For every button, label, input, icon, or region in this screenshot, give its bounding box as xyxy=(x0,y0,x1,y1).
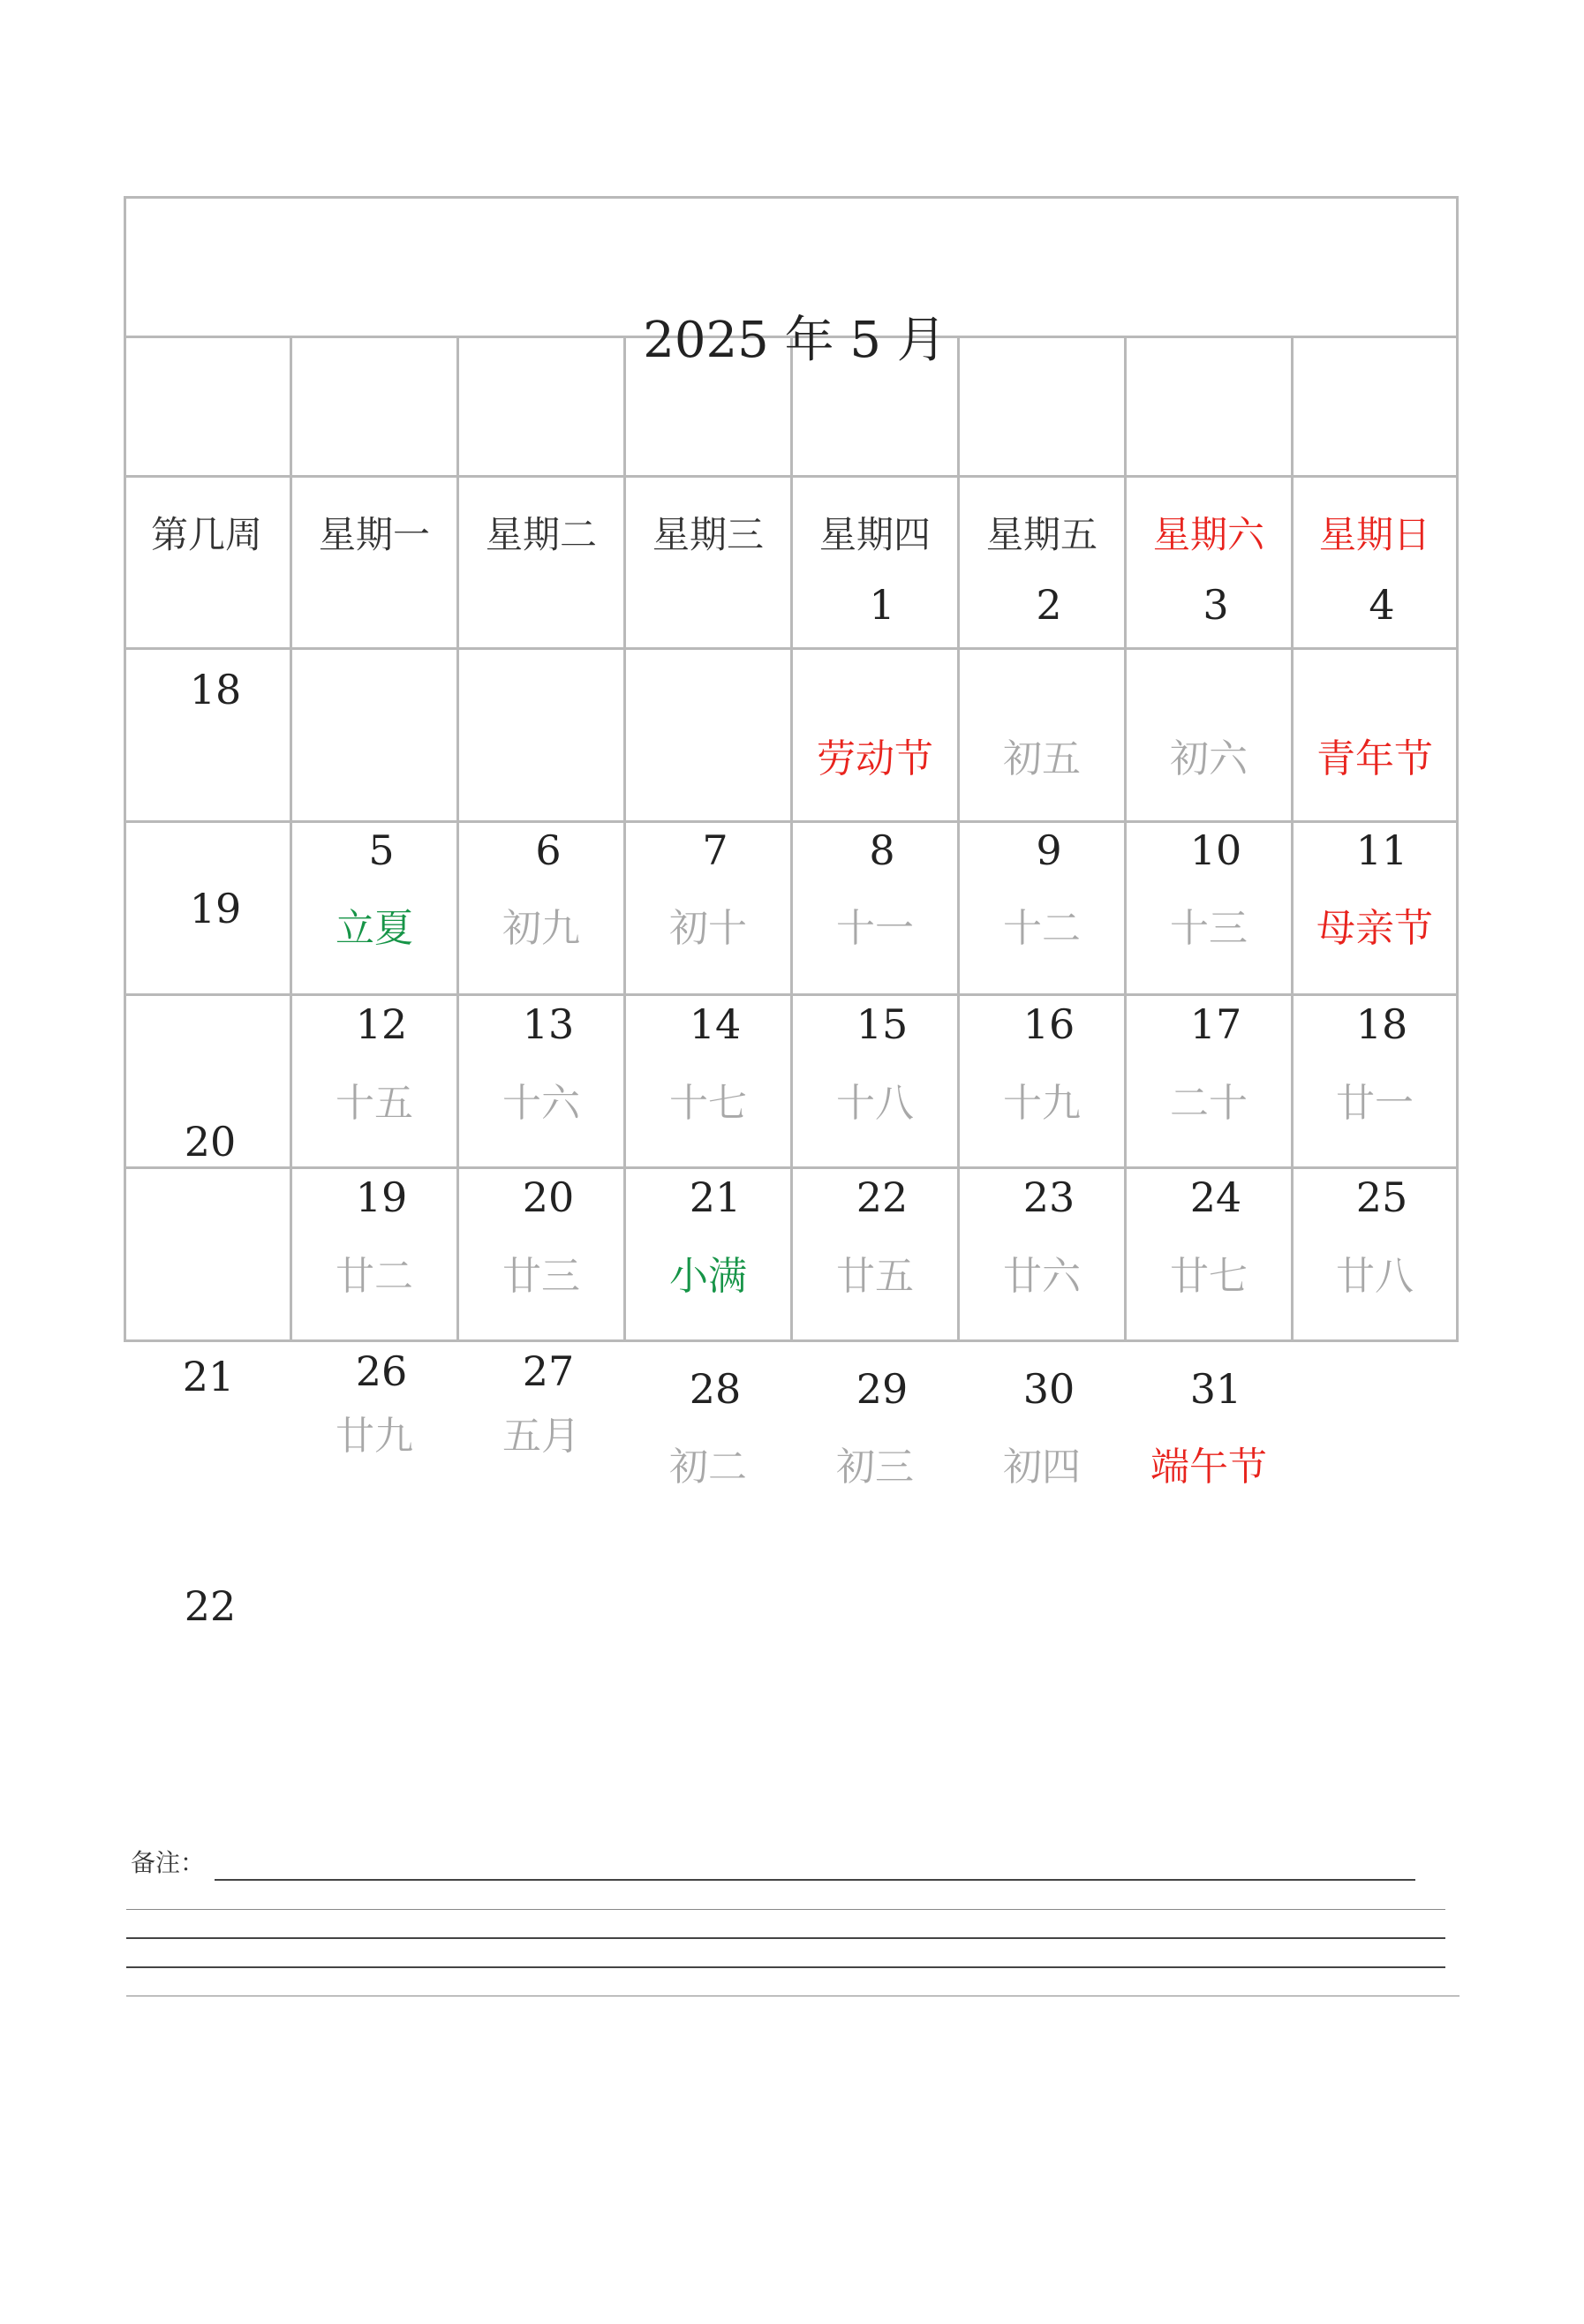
day-number[interactable]: 28 xyxy=(689,1365,742,1413)
day-number[interactable]: 25 xyxy=(1355,1173,1408,1221)
lunar-date-label: 初二 xyxy=(669,1445,747,1490)
day-number[interactable]: 11 xyxy=(1355,826,1408,874)
day-number[interactable]: 22 xyxy=(856,1173,909,1221)
week-number-22: 22 xyxy=(184,1582,237,1630)
day-number[interactable]: 30 xyxy=(1022,1365,1075,1413)
weekday-header-4: 星期四 xyxy=(818,513,932,556)
lunar-date-label: 廿八 xyxy=(1336,1254,1414,1299)
lunar-date-label: 十八 xyxy=(836,1081,914,1126)
lunar-date-label: 初四 xyxy=(1003,1445,1081,1490)
day-number[interactable]: 18 xyxy=(1355,1000,1408,1048)
day-number[interactable]: 13 xyxy=(522,1000,575,1048)
lunar-date-label: 二十 xyxy=(1170,1081,1248,1126)
day-number[interactable]: 16 xyxy=(1022,1000,1075,1048)
notes-line-3[interactable] xyxy=(126,1937,1445,1939)
weekday-header-2: 星期二 xyxy=(485,513,598,556)
lunar-date-label: 五月 xyxy=(502,1414,580,1459)
weekday-header-7: 星期日 xyxy=(1318,513,1431,556)
solar-term-label: 立夏 xyxy=(336,906,413,951)
day-number[interactable]: 31 xyxy=(1189,1365,1242,1413)
solar-term-label: 小满 xyxy=(669,1254,747,1299)
lunar-date-label: 廿六 xyxy=(1003,1254,1081,1299)
day-number[interactable]: 3 xyxy=(1203,581,1229,629)
day-number[interactable]: 17 xyxy=(1189,1000,1242,1048)
day-number[interactable]: 26 xyxy=(355,1347,408,1395)
week-number-18: 18 xyxy=(189,666,242,713)
lunar-date-label: 廿二 xyxy=(336,1254,413,1299)
notes-line-1[interactable] xyxy=(215,1879,1415,1881)
holiday-label: 劳动节 xyxy=(817,736,933,781)
day-number[interactable]: 2 xyxy=(1036,581,1062,629)
day-number[interactable]: 21 xyxy=(689,1173,742,1221)
day-number[interactable]: 5 xyxy=(368,826,395,874)
lunar-date-label: 十六 xyxy=(502,1081,580,1126)
day-number[interactable]: 29 xyxy=(856,1365,909,1413)
lunar-date-label: 初十 xyxy=(669,906,747,951)
day-number[interactable]: 20 xyxy=(522,1173,575,1221)
day-number[interactable]: 7 xyxy=(702,826,728,874)
notes-line-2[interactable] xyxy=(126,1909,1445,1910)
holiday-label: 端午节 xyxy=(1150,1445,1267,1490)
notes-label: 备注： xyxy=(131,1848,206,1877)
day-number[interactable]: 15 xyxy=(856,1000,909,1048)
lunar-date-label: 廿七 xyxy=(1170,1254,1248,1299)
holiday-label: 青年节 xyxy=(1316,736,1433,781)
day-number[interactable]: 1 xyxy=(869,581,895,629)
day-number[interactable]: 9 xyxy=(1036,826,1062,874)
day-number[interactable]: 12 xyxy=(355,1000,408,1048)
lunar-date-label: 廿五 xyxy=(836,1254,914,1299)
lunar-date-label: 廿九 xyxy=(336,1414,413,1459)
day-number[interactable]: 23 xyxy=(1022,1173,1075,1221)
week-number-20: 20 xyxy=(184,1118,237,1166)
lunar-date-label: 初九 xyxy=(502,906,580,951)
lunar-date-label: 初五 xyxy=(1003,736,1081,781)
weekday-header-5: 星期五 xyxy=(985,513,1098,556)
week-number-19: 19 xyxy=(189,885,242,932)
lunar-date-label: 十九 xyxy=(1003,1081,1081,1126)
day-number[interactable]: 6 xyxy=(535,826,562,874)
lunar-date-label: 十五 xyxy=(336,1081,413,1126)
weekday-header-3: 星期三 xyxy=(652,513,765,556)
notes-line-4[interactable] xyxy=(126,1966,1445,1968)
day-number[interactable]: 19 xyxy=(355,1173,408,1221)
weekday-header-6: 星期六 xyxy=(1152,513,1265,556)
lunar-date-label: 廿三 xyxy=(502,1254,580,1299)
day-number[interactable]: 24 xyxy=(1189,1173,1242,1221)
lunar-date-label: 廿一 xyxy=(1336,1081,1414,1126)
day-number[interactable]: 14 xyxy=(689,1000,742,1048)
day-number[interactable]: 27 xyxy=(522,1347,575,1395)
lunar-date-label: 十三 xyxy=(1170,906,1248,951)
holiday-label: 母亲节 xyxy=(1316,906,1433,951)
lunar-date-label: 初六 xyxy=(1170,736,1248,781)
week-number-21: 21 xyxy=(182,1353,235,1400)
week-number-header: 第几周 xyxy=(150,513,263,556)
weekday-header-1: 星期一 xyxy=(318,513,431,556)
lunar-date-label: 十二 xyxy=(1003,906,1081,951)
lunar-date-label: 十七 xyxy=(669,1081,747,1126)
lunar-date-label: 初三 xyxy=(836,1445,914,1490)
day-number[interactable]: 10 xyxy=(1189,826,1242,874)
day-number[interactable]: 8 xyxy=(869,826,895,874)
calendar-title: 2025 年 5 月 xyxy=(643,312,947,369)
day-number[interactable]: 4 xyxy=(1369,581,1395,629)
lunar-date-label: 十一 xyxy=(836,906,914,951)
